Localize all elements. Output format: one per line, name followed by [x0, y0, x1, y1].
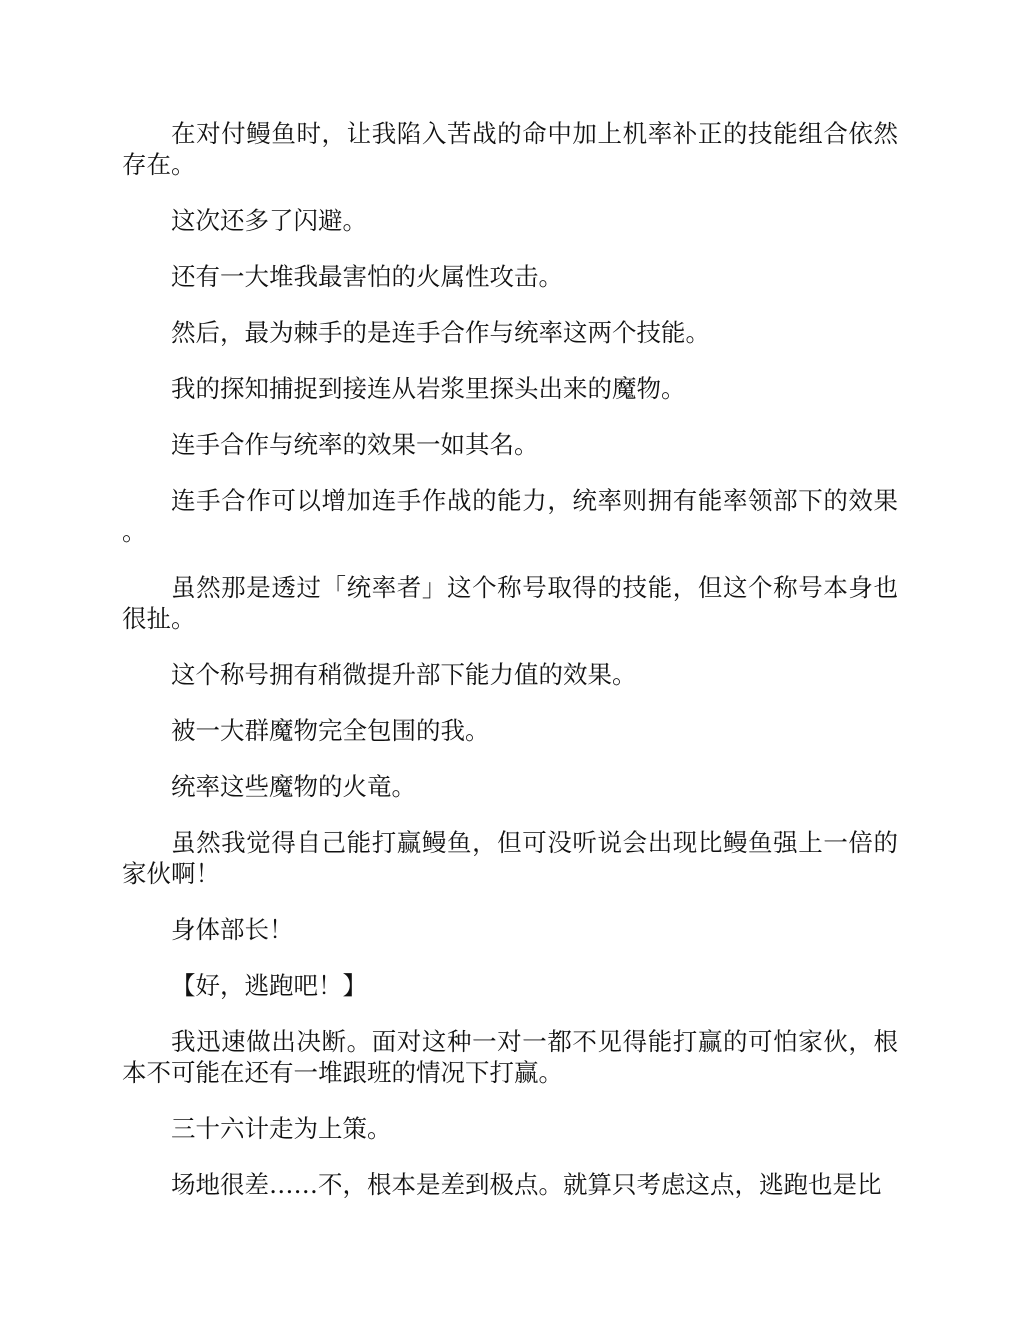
paragraph: 在对付鳗鱼时，让我陷入苦战的命中加上机率补正的技能组合依然存在。	[122, 119, 898, 179]
document-page	[122, 118, 898, 1225]
paragraph: 被一大群魔物完全包围的我。	[171, 716, 490, 745]
paragraph: 虽然我觉得自己能打赢鳗鱼，但可没听说会出现比鳗鱼强上一倍的家伙啊！	[122, 828, 898, 888]
paragraph: 我迅速做出决断。面对这种一对一都不见得能打赢的可怕家伙，根本不可能在还有一堆跟班的情况下打赢。	[122, 1027, 898, 1087]
paragraph: 统率这些魔物的火竜。	[171, 772, 416, 801]
paragraph: 场地很差……不，根本是差到极点。就算只考虑这点，逃跑也是比	[171, 1170, 882, 1199]
paragraph: 连手合作可以增加连手作战的能力，统率则拥有能率领部下的效果。	[122, 486, 898, 546]
paragraph: 【好，逃跑吧！】	[171, 971, 367, 1000]
paragraph: 连手合作与统率的效果一如其名。	[171, 430, 539, 459]
paragraph: 我的探知捕捉到接连从岩浆里探头出来的魔物。	[171, 374, 686, 403]
paragraph: 这个称号拥有稍微提升部下能力值的效果。	[171, 660, 637, 689]
paragraph: 还有一大堆我最害怕的火属性攻击。	[171, 262, 563, 291]
paragraph: 身体部长！	[171, 915, 294, 944]
paragraph: 三十六计走为上策。	[171, 1114, 392, 1143]
paragraph: 虽然那是透过「统率者」这个称号取得的技能，但这个称号本身也很扯。	[122, 573, 898, 633]
paragraph: 这次还多了闪避。	[171, 206, 367, 235]
paragraph: 然后，最为棘手的是连手合作与统率这两个技能。	[171, 318, 710, 347]
